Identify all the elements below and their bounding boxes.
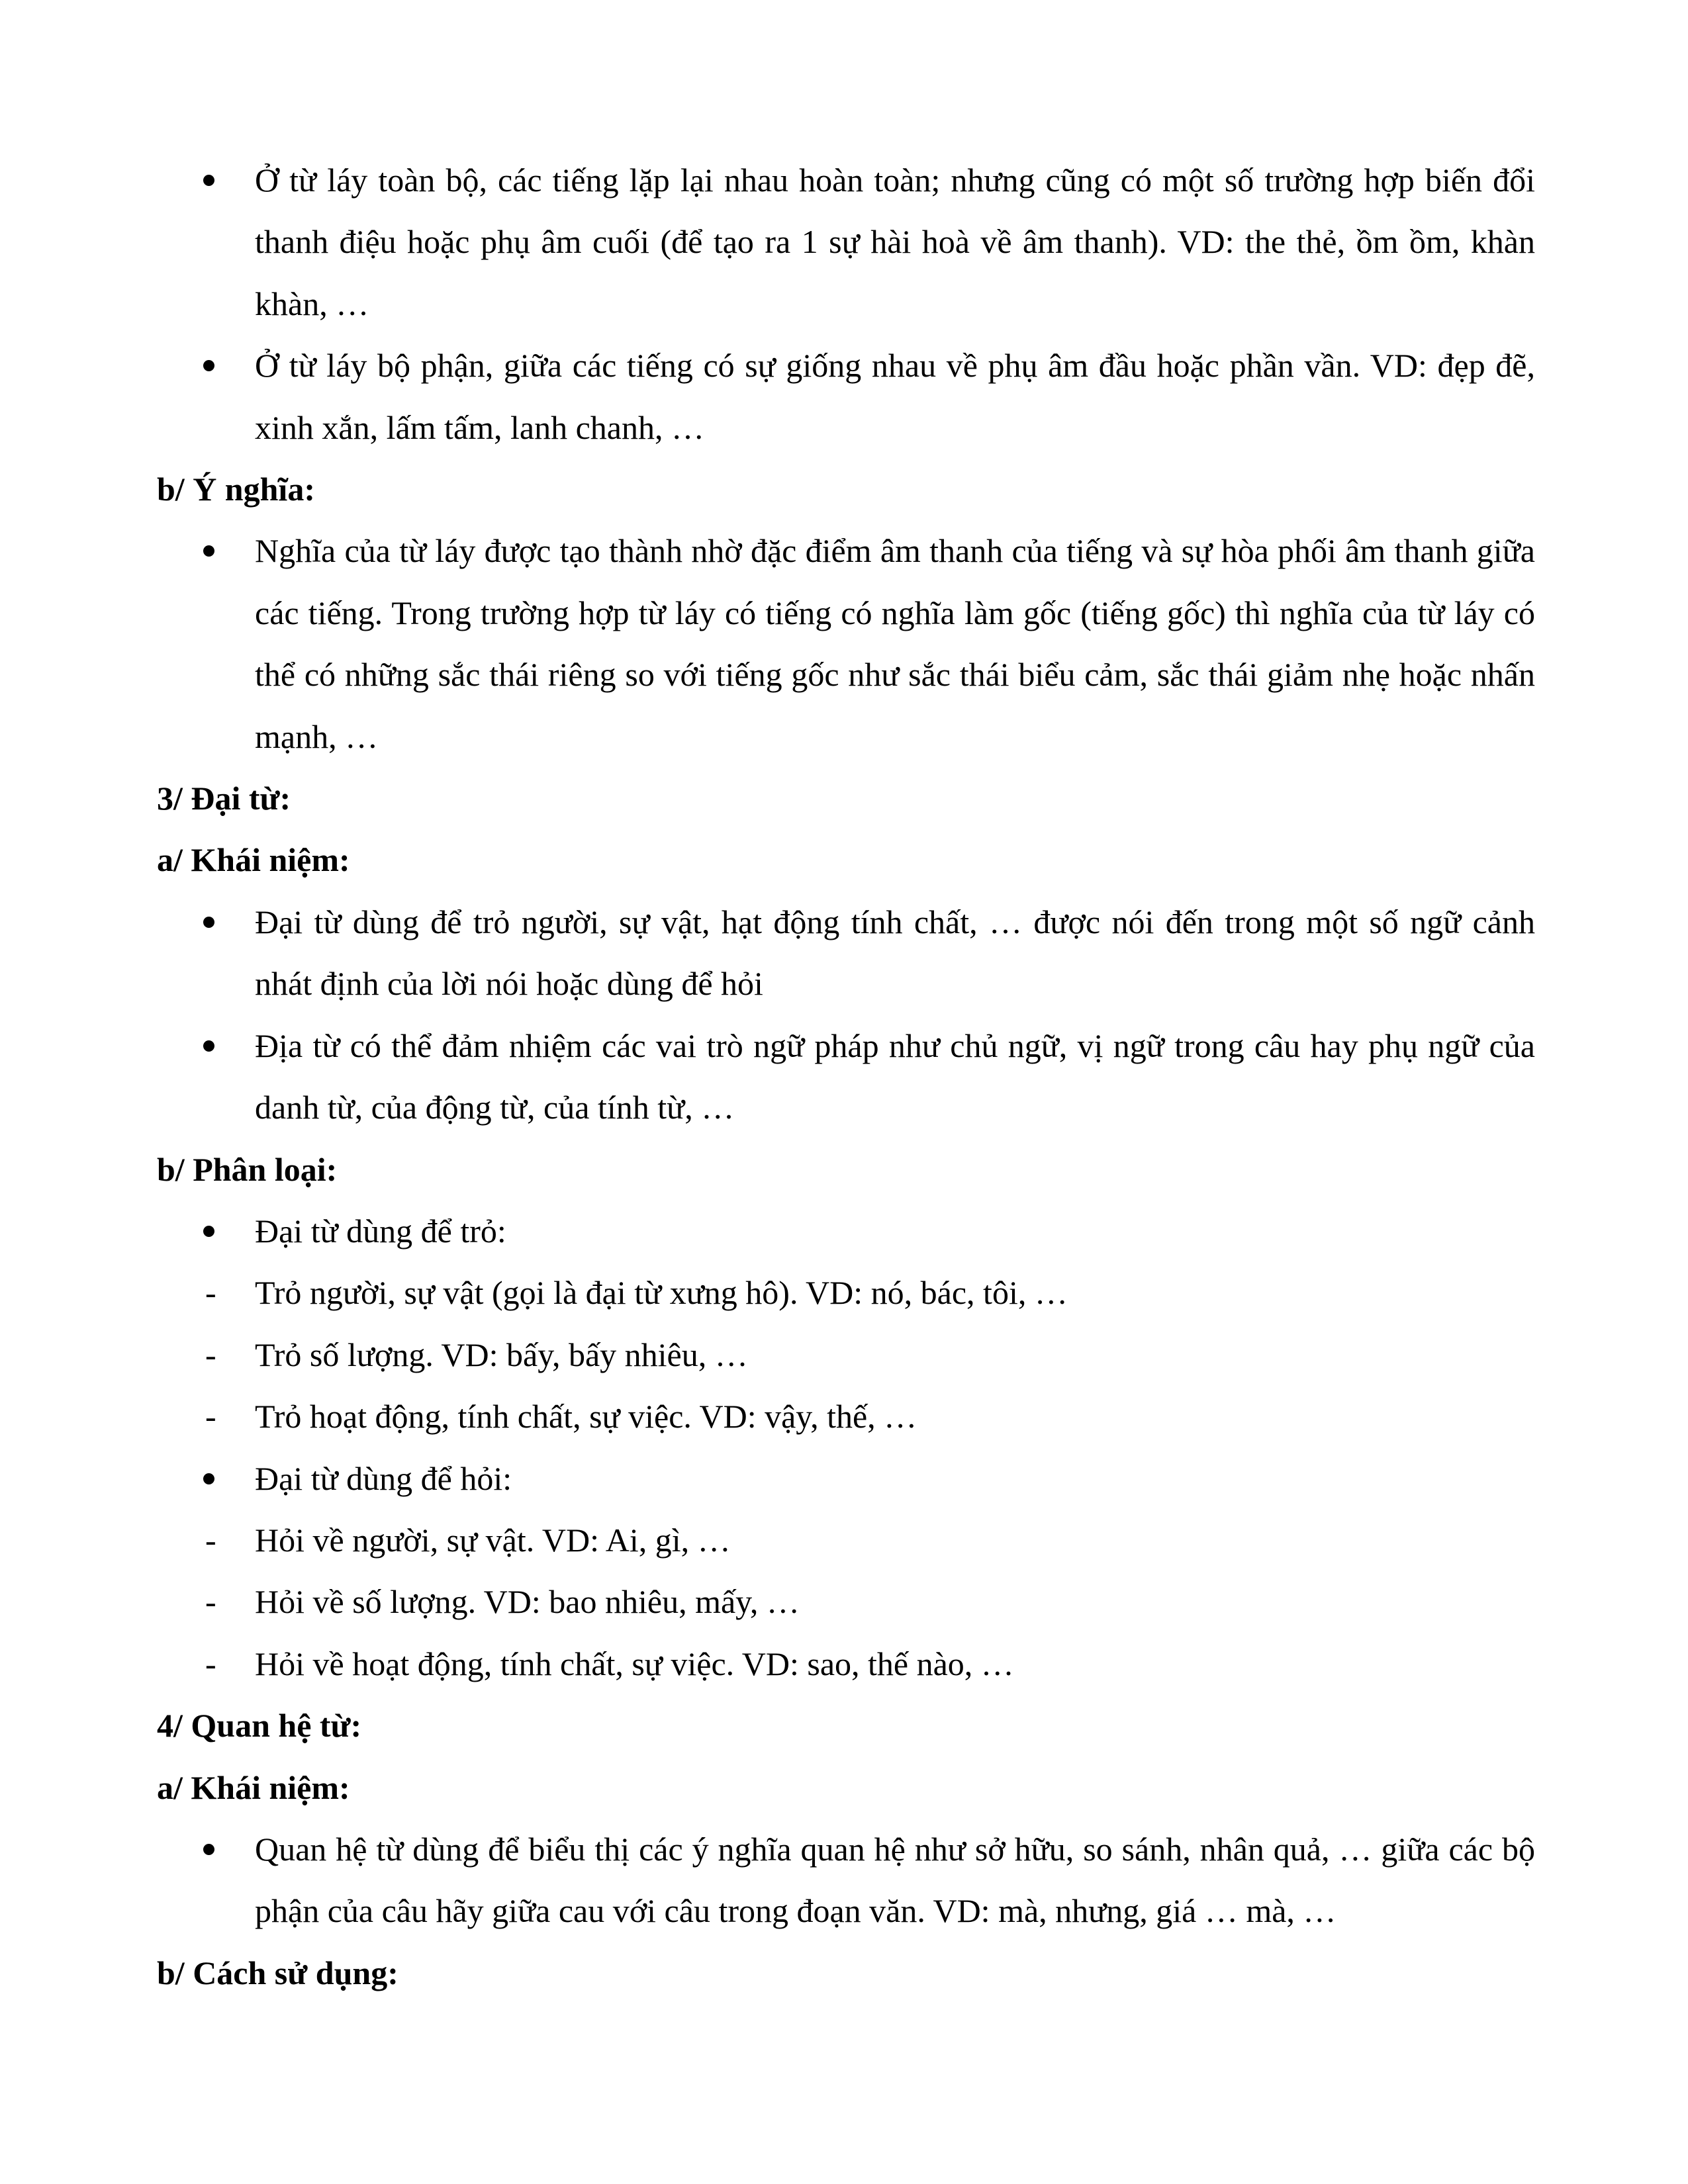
dash-item — [157, 1510, 1535, 1571]
bullet-icon — [203, 1040, 214, 1052]
bullet-icon — [203, 1226, 214, 1237]
section-heading: b/ Cách sử dụng: — [157, 1954, 399, 1991]
dash-marker: - — [205, 1336, 216, 1373]
dash-item-text: Hỏi về số lượng. VD: bao nhiêu, mấy, … — [255, 1583, 800, 1621]
section-heading: a/ Khái niệm: — [157, 841, 350, 879]
dash-item-text: Hỏi về người, sự vật. VD: Ai, gì, … — [255, 1521, 731, 1559]
list-item — [157, 1819, 1535, 1942]
dash-marker: - — [205, 1398, 216, 1435]
list-item-text: Quan hệ từ dùng để biểu thị các ý nghĩa quan hệ như sở hữu, so sánh, nhân quả, … giữa các bộ phận của câu hãy giữa cau với câu trong đoạn văn. VD: mà, nhưng, giá … mà, … — [255, 1830, 1535, 1930]
dash-item-text: Trỏ hoạt động, tính chất, sự việc. VD: vậy, thế, … — [255, 1398, 917, 1435]
dash-item — [157, 1262, 1535, 1324]
list-item-text: Ở từ láy bộ phận, giữa các tiếng có sự giống nhau về phụ âm đầu hoặc phần vần. VD: đẹp đẽ, xinh xắn, lấm tấm, lanh chanh, … — [255, 347, 1535, 446]
list-item — [157, 1448, 1535, 1510]
dash-item — [157, 1571, 1535, 1633]
list-item-text: Địa từ có thể đảm nhiệm các vai trò ngữ pháp như chủ ngữ, vị ngữ trong câu hay phụ ngữ của danh từ, của động từ, của tính từ, … — [255, 1026, 1535, 1126]
dash-item-text: Trỏ người, sự vật (gọi là đại từ xưng hô). VD: nó, bác, tôi, … — [255, 1274, 1068, 1312]
list-item-text: Nghĩa của từ láy được tạo thành nhờ đặc điểm âm thanh của tiếng và sự hòa phối âm thanh giữa các tiếng. Trong trường hợp từ láy có tiếng có nghĩa làm gốc (tiếng gốc) thì nghĩa của từ láy có thể có những sắc thái riêng so với tiếng gốc như sắc thái biểu cảm, sắc thái giảm nhẹ hoặc nhấn mạnh, … — [255, 532, 1535, 755]
dash-marker: - — [205, 1583, 216, 1621]
section-heading: b/ Phân loại: — [157, 1150, 338, 1188]
list-item — [157, 150, 1535, 335]
dash-item-text: Hỏi về hoạt động, tính chất, sự việc. VD: sao, thế nào, … — [255, 1645, 1014, 1682]
bullet-icon — [203, 1844, 214, 1855]
dash-item — [157, 1386, 1535, 1447]
list-item-text: Ở từ láy toàn bộ, các tiếng lặp lại nhau hoàn toàn; nhưng cũng có một số trường hợp biến đổi thanh điệu hoặc phụ âm cuối (để tạo ra 1 sự hài hoà về âm thanh). VD: the thẻ, ồm ồm, khàn khàn, … — [255, 161, 1535, 322]
list-item-text: Đại từ dùng để trỏ người, sự vật, hạt động tính chất, … được nói đến trong một số ngữ cảnh nhát định của lời nói hoặc dùng để hỏi — [255, 903, 1535, 1003]
dash-item — [157, 1633, 1535, 1695]
bullet-icon — [203, 360, 214, 371]
list-item-text: Đại từ dùng để hỏi: — [255, 1459, 512, 1497]
section-heading: 3/ Đại từ: — [157, 780, 291, 817]
list-item-text: Đại từ dùng để trỏ: — [255, 1212, 506, 1250]
dash-marker: - — [205, 1645, 216, 1682]
section-heading: 4/ Quan hệ từ: — [157, 1707, 362, 1745]
section-heading: a/ Khái niệm: — [157, 1768, 350, 1806]
dash-item — [157, 1324, 1535, 1386]
list-item — [157, 1201, 1535, 1262]
bullet-icon — [203, 917, 214, 928]
bullet-icon — [203, 175, 214, 186]
list-item — [157, 520, 1535, 768]
bullet-icon — [203, 545, 214, 557]
dash-item-text: Trỏ số lượng. VD: bấy, bấy nhiêu, … — [255, 1336, 748, 1373]
document-body — [157, 150, 1535, 2004]
list-item — [157, 335, 1535, 459]
list-item — [157, 891, 1535, 1015]
dash-marker: - — [205, 1521, 216, 1559]
section-heading: b/ Ý nghĩa: — [157, 471, 315, 508]
bullet-icon — [203, 1473, 214, 1484]
list-item — [157, 1015, 1535, 1139]
dash-marker: - — [205, 1274, 216, 1312]
